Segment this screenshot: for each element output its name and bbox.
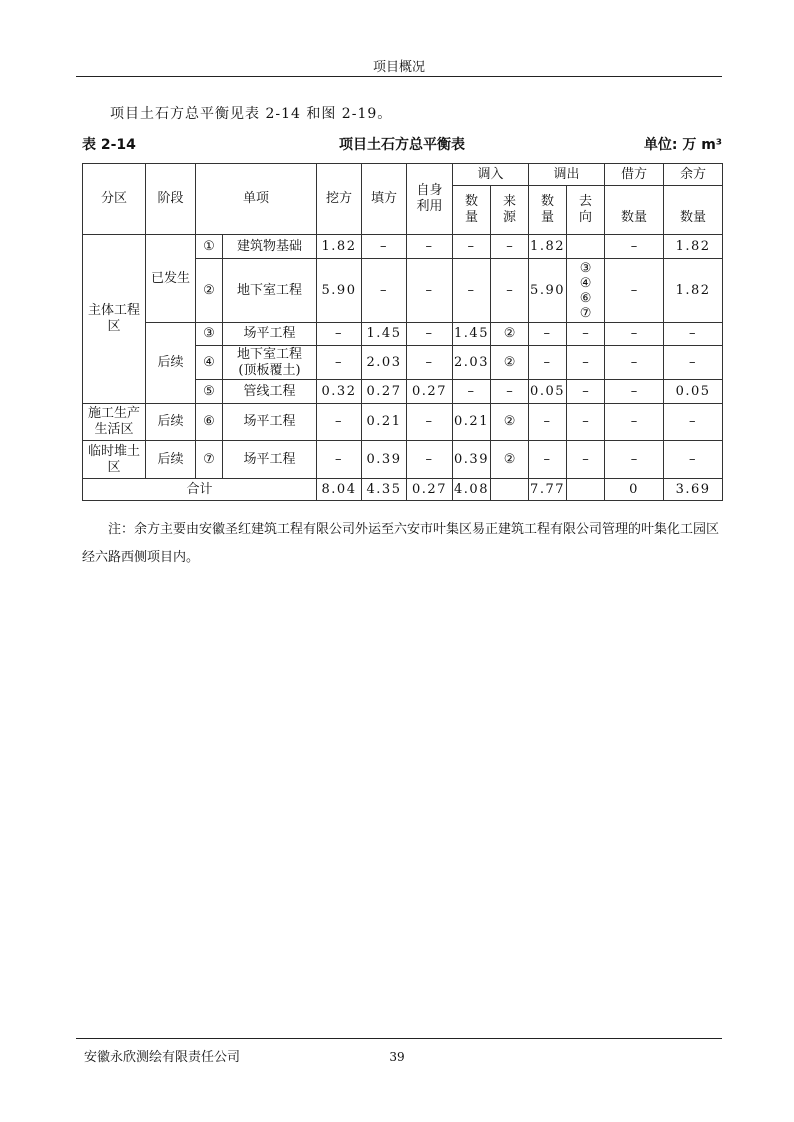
zone-main: 主体工程区 <box>83 235 146 404</box>
cell-in-source: ② <box>491 323 529 346</box>
row-item-name: 管线工程 <box>223 380 317 404</box>
stage-later: 后续 <box>146 323 196 404</box>
total-out-destination <box>567 479 605 501</box>
cell-borrow: – <box>605 380 664 404</box>
cell-cut: 1.82 <box>317 235 362 259</box>
header-cut: 挖方 <box>317 164 362 235</box>
cell-in-source: ② <box>491 404 529 441</box>
total-self-use: 0.27 <box>407 479 453 501</box>
cell-borrow: – <box>605 404 664 441</box>
header-borrow-qty: 数量 <box>605 186 664 235</box>
table-title: 项目土石方总平衡表 <box>339 137 465 153</box>
total-in-qty: 4.08 <box>453 479 491 501</box>
header-transfer-out: 调出 <box>529 164 605 186</box>
header-rule <box>76 76 722 77</box>
cell-fill: 0.39 <box>362 441 407 479</box>
row-item-name: 场平工程 <box>223 323 317 346</box>
zone-stockpile: 临时堆土区 <box>83 441 146 479</box>
total-cut: 8.04 <box>317 479 362 501</box>
cell-in-qty: – <box>453 235 491 259</box>
row-number: ③ <box>196 323 223 346</box>
total-row <box>83 479 723 501</box>
table-unit: 单位: 万 m³ <box>643 137 722 153</box>
destination-entry: ⑦ <box>579 305 592 321</box>
cell-fill: – <box>362 235 407 259</box>
cell-cut: 5.90 <box>317 259 362 323</box>
row-item-name: 建筑物基础 <box>223 235 317 259</box>
cell-out-destination: – <box>567 323 605 346</box>
total-out-qty: 7.77 <box>529 479 567 501</box>
cell-cut: – <box>317 404 362 441</box>
footer-rule <box>76 1038 722 1039</box>
stage-later: 后续 <box>146 441 196 479</box>
cell-in-source: – <box>491 380 529 404</box>
cell-out-qty: 1.82 <box>529 235 567 259</box>
header-in-source: 来源 <box>491 186 529 235</box>
header-out-qty: 数量 <box>529 186 567 235</box>
cell-out-qty: 5.90 <box>529 259 567 323</box>
cell-self-use: – <box>407 323 453 346</box>
header-surplus-qty: 数量 <box>664 186 723 235</box>
row-number: ⑥ <box>196 404 223 441</box>
header-row-1 <box>83 164 723 186</box>
cell-out-destination: – <box>567 441 605 479</box>
cell-borrow: – <box>605 346 664 380</box>
cell-out-destination: – <box>567 404 605 441</box>
row-item-name: 场平工程 <box>223 404 317 441</box>
row-item-name: 场平工程 <box>223 441 317 479</box>
stage-later: 后续 <box>146 404 196 441</box>
cell-out-qty: – <box>529 404 567 441</box>
footer-company: 安徽永欣测绘有限责任公司 <box>84 1050 241 1065</box>
row-number: ② <box>196 259 223 323</box>
row-number: ① <box>196 235 223 259</box>
header-surplus: 余方 <box>664 164 723 186</box>
cell-in-source: ② <box>491 441 529 479</box>
cell-fill: – <box>362 259 407 323</box>
cell-surplus: – <box>664 346 723 380</box>
cell-surplus: – <box>664 323 723 346</box>
cell-surplus: 0.05 <box>664 380 723 404</box>
cell-in-source: – <box>491 259 529 323</box>
total-borrow: 0 <box>605 479 664 501</box>
header-zone: 分区 <box>83 164 146 235</box>
table-caption <box>82 134 722 154</box>
cell-out-qty: – <box>529 323 567 346</box>
table-number: 表 2-14 <box>82 137 136 153</box>
header-self-use: 自身利用 <box>407 164 453 235</box>
header-borrow: 借方 <box>605 164 664 186</box>
total-label: 合计 <box>83 479 317 501</box>
cell-cut: – <box>317 323 362 346</box>
cell-borrow: – <box>605 259 664 323</box>
page-number: 39 <box>389 1050 405 1064</box>
table-row <box>83 235 723 259</box>
cell-in-qty: 0.39 <box>453 441 491 479</box>
cell-fill: 1.45 <box>362 323 407 346</box>
cell-surplus: – <box>664 441 723 479</box>
cell-out-destination <box>567 235 605 259</box>
running-header: 项目概况 <box>372 60 425 75</box>
cell-self-use: – <box>407 235 453 259</box>
cell-out-qty: 0.05 <box>529 380 567 404</box>
cell-self-use: – <box>407 441 453 479</box>
cell-cut: – <box>317 346 362 380</box>
table-row <box>83 441 723 479</box>
header-stage: 阶段 <box>146 164 196 235</box>
cell-out-destination <box>567 259 605 323</box>
cell-borrow: – <box>605 441 664 479</box>
total-in-source <box>491 479 529 501</box>
destination-entry: ⑥ <box>579 290 592 306</box>
stage-done: 已发生 <box>146 235 196 323</box>
cell-fill: 2.03 <box>362 346 407 380</box>
row-number: ⑤ <box>196 380 223 404</box>
cell-surplus: – <box>664 404 723 441</box>
cell-out-destination: – <box>567 346 605 380</box>
cell-in-qty: 0.21 <box>453 404 491 441</box>
cell-in-qty: 2.03 <box>453 346 491 380</box>
row-item-name: 地下室工程 <box>223 259 317 323</box>
cell-out-destination: – <box>567 380 605 404</box>
cell-in-source: ② <box>491 346 529 380</box>
row-number: ⑦ <box>196 441 223 479</box>
total-fill: 4.35 <box>362 479 407 501</box>
cell-borrow: – <box>605 323 664 346</box>
cell-cut: 0.32 <box>317 380 362 404</box>
destination-entry: ④ <box>579 275 592 291</box>
destination-entry: ③ <box>579 260 592 276</box>
cell-surplus: 1.82 <box>664 259 723 323</box>
header-fill: 填方 <box>362 164 407 235</box>
row-number: ④ <box>196 346 223 380</box>
cell-in-qty: – <box>453 380 491 404</box>
cell-self-use: – <box>407 259 453 323</box>
cell-cut: – <box>317 441 362 479</box>
row-item-name: 地下室工程(顶板覆土) <box>223 346 317 380</box>
cell-in-source: – <box>491 235 529 259</box>
header-transfer-in: 调入 <box>453 164 529 186</box>
zone-construction: 施工生产生活区 <box>83 404 146 441</box>
cell-out-qty: – <box>529 441 567 479</box>
table-row <box>83 404 723 441</box>
cell-surplus: 1.82 <box>664 235 723 259</box>
header-in-qty: 数量 <box>453 186 491 235</box>
cell-fill: 0.27 <box>362 380 407 404</box>
table-row <box>83 323 723 346</box>
cell-self-use: – <box>407 404 453 441</box>
cell-self-use: – <box>407 346 453 380</box>
cell-in-qty: 1.45 <box>453 323 491 346</box>
table-note: 注：余方主要由安徽圣红建筑工程有限公司外运至六安市叶集区易正建筑工程有限公司管理的叶集化工园区经六路西侧项目内。 <box>82 522 720 565</box>
cell-in-qty: – <box>453 259 491 323</box>
cell-out-qty: – <box>529 346 567 380</box>
header-out-destination: 去向 <box>567 186 605 235</box>
intro-paragraph: 项目土石方总平衡见表 2-14 和图 2-19。 <box>110 106 393 122</box>
cell-self-use: 0.27 <box>407 380 453 404</box>
header-item: 单项 <box>196 164 317 235</box>
cell-fill: 0.21 <box>362 404 407 441</box>
earthwork-balance-table <box>82 163 723 501</box>
total-surplus: 3.69 <box>664 479 723 501</box>
cell-borrow: – <box>605 235 664 259</box>
